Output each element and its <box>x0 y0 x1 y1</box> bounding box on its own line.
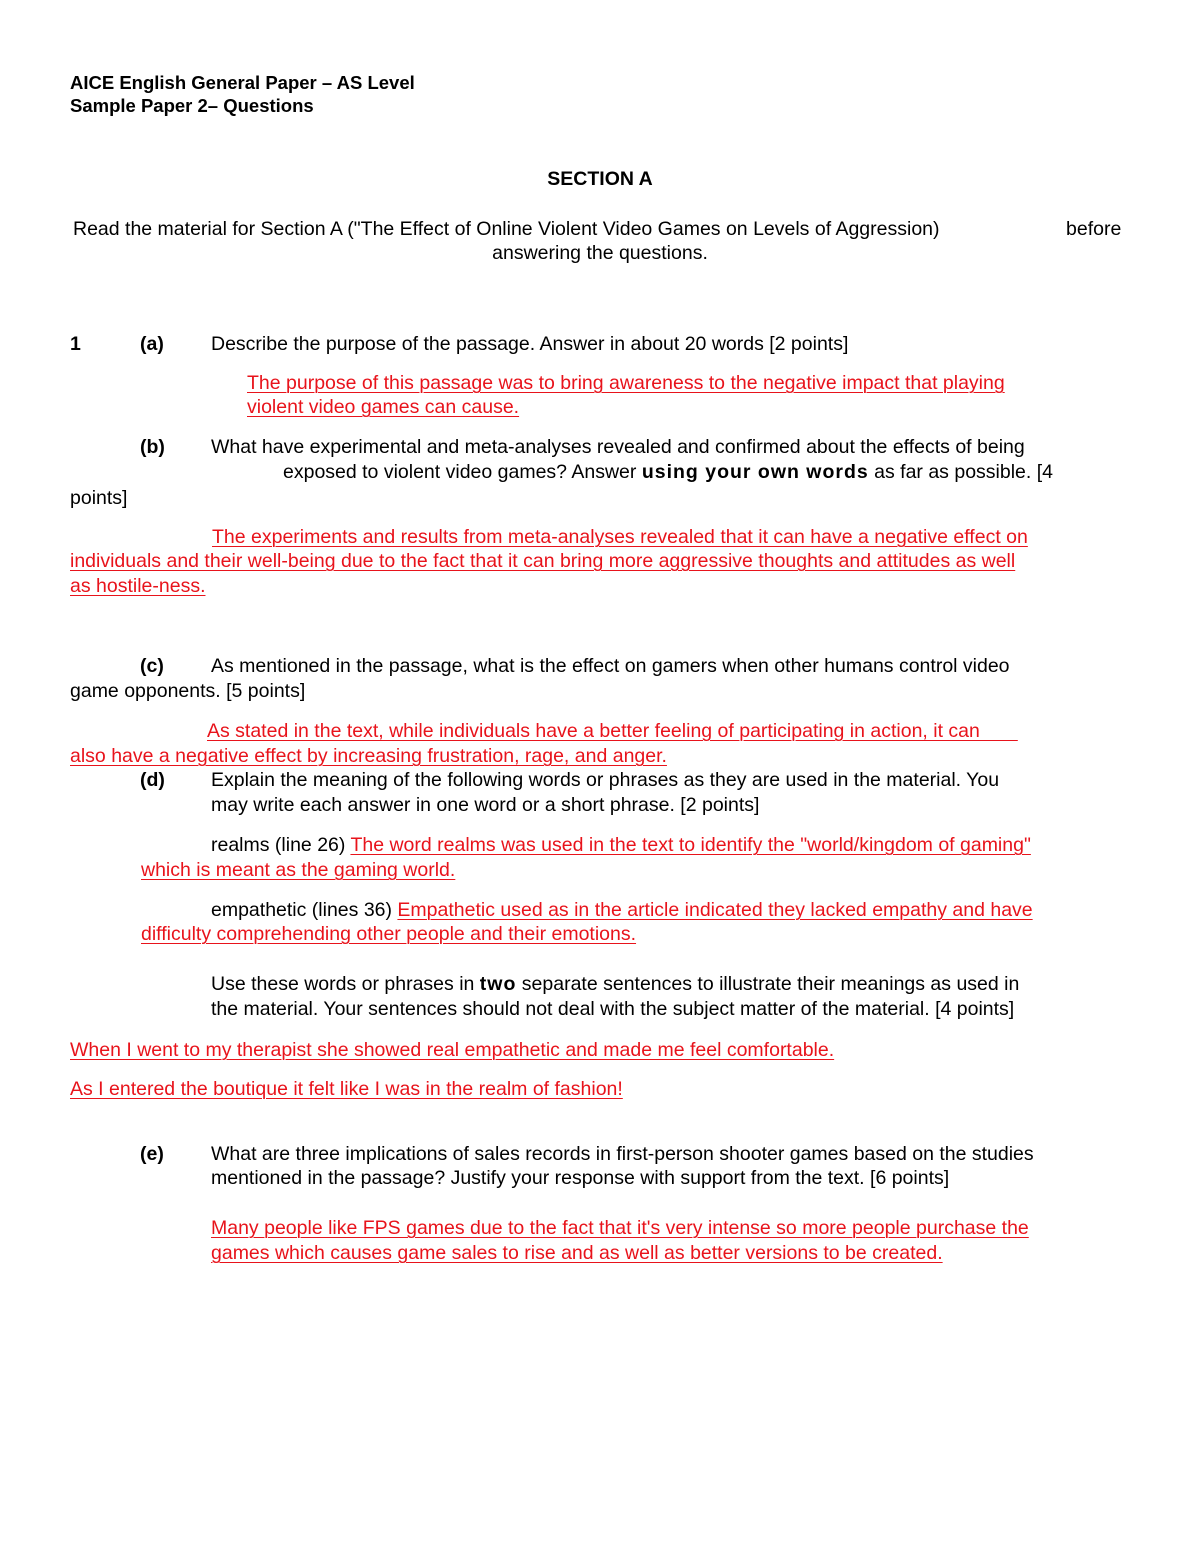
q1b-question-line2 <box>283 460 1053 484</box>
doc-subtitle: Sample Paper 2– Questions <box>70 95 314 116</box>
intro-text: Read the material for Section A ("The Effect of Online Violent Video Games on Levels of Aggression) <box>73 218 940 240</box>
q1e-answer-line2: games which causes game sales to rise and as well as better versions to be created. <box>211 1242 943 1264</box>
q1b-emphasis: using your own words <box>641 461 869 483</box>
empathetic-answer-line1: Empathetic used as in the article indicated they lacked empathy and have <box>397 899 1033 921</box>
q1b-answer-line3: as hostile-ness. <box>70 575 206 597</box>
use-instructions-tail: separate sentences to illustrate their meanings as used in <box>516 973 1020 995</box>
intro-text-before: before <box>1066 218 1122 240</box>
realms-term: realms (line 26) <box>211 834 351 856</box>
q1d-label: (d) <box>140 769 165 791</box>
q1b-answer-line1: The experiments and results from meta-analyses revealed that it can have a negative effect on <box>212 526 1028 548</box>
q1e-question-line2: mentioned in the passage? Justify your response with support from the text. [6 points] <box>211 1167 950 1189</box>
use-instructions-text: Use these words or phrases in <box>211 973 480 995</box>
q1c-label: (c) <box>140 655 164 677</box>
q1b-question-line1: What have experimental and meta-analyses revealed and confirmed about the effects of being <box>211 436 1025 458</box>
q1c-question-line2: game opponents. [5 points] <box>70 680 306 702</box>
use-instructions-line2: the material. Your sentences should not deal with the subject matter of the material. [4 points] <box>211 998 1015 1020</box>
q1d-question-line2: may write each answer in one word or a short phrase. [2 points] <box>211 794 760 816</box>
sentence-empathetic: When I went to my therapist she showed real empathetic and made me feel comfortable. <box>70 1039 835 1061</box>
q1a-answer-line2: violent video games can cause. <box>247 396 520 418</box>
realms-answer-line1: The word realms was used in the text to identify the "world/kingdom of gaming" <box>350 834 1031 856</box>
doc-title: AICE English General Paper – AS Level <box>70 72 415 93</box>
q1a-question: Describe the purpose of the passage. Answer in about 20 words [2 points] <box>211 333 849 355</box>
q1a-label: (a) <box>140 333 164 355</box>
sentence-realms: As I entered the boutique it felt like I was in the realm of fashion! <box>70 1078 623 1100</box>
section-title: SECTION A <box>547 168 653 190</box>
q1e-label: (e) <box>140 1143 164 1165</box>
q1b-question-line3: points] <box>70 487 128 509</box>
q1e-question-line1: What are three implications of sales records in first-person shooter games based on the studies <box>211 1143 1034 1165</box>
q1c-answer-line1: As stated in the text, while individuals have a better feeling of participating in action, it can <box>207 720 1018 742</box>
intro-text-line2: answering the questions. <box>492 242 708 264</box>
q1e-answer-line1: Many people like FPS games due to the fact that it's very intense so more people purchase the <box>211 1217 1029 1239</box>
q1c-answer-line2: also have a negative effect by increasing frustration, rage, and anger. <box>70 745 667 767</box>
empathetic-line <box>211 898 1033 922</box>
q1b-label: (b) <box>140 436 165 458</box>
q1b-answer-line2: individuals and their well-being due to the fact that it can bring more aggressive thoughts and attitudes as well <box>70 550 1016 572</box>
q1c-question-line1: As mentioned in the passage, what is the effect on gamers when other humans control video <box>211 655 1010 677</box>
use-instructions-emphasis: two <box>479 973 517 995</box>
q1b-question-tail: as far as possible. [4 <box>868 461 1053 483</box>
q1b-question-text: exposed to violent video games? Answer <box>283 461 642 483</box>
question-number: 1 <box>70 333 81 355</box>
empathetic-answer-line2: difficulty comprehending other people and their emotions. <box>141 923 637 945</box>
realms-answer-line2: which is meant as the gaming world. <box>141 859 456 881</box>
realms-line <box>211 833 1031 857</box>
q1d-question-line1: Explain the meaning of the following words or phrases as they are used in the material. You <box>211 769 1000 791</box>
empathetic-term: empathetic (lines 36) <box>211 899 398 921</box>
use-instructions-line1 <box>211 972 1019 996</box>
q1a-answer-line1: The purpose of this passage was to bring awareness to the negative impact that playing <box>247 372 1005 394</box>
